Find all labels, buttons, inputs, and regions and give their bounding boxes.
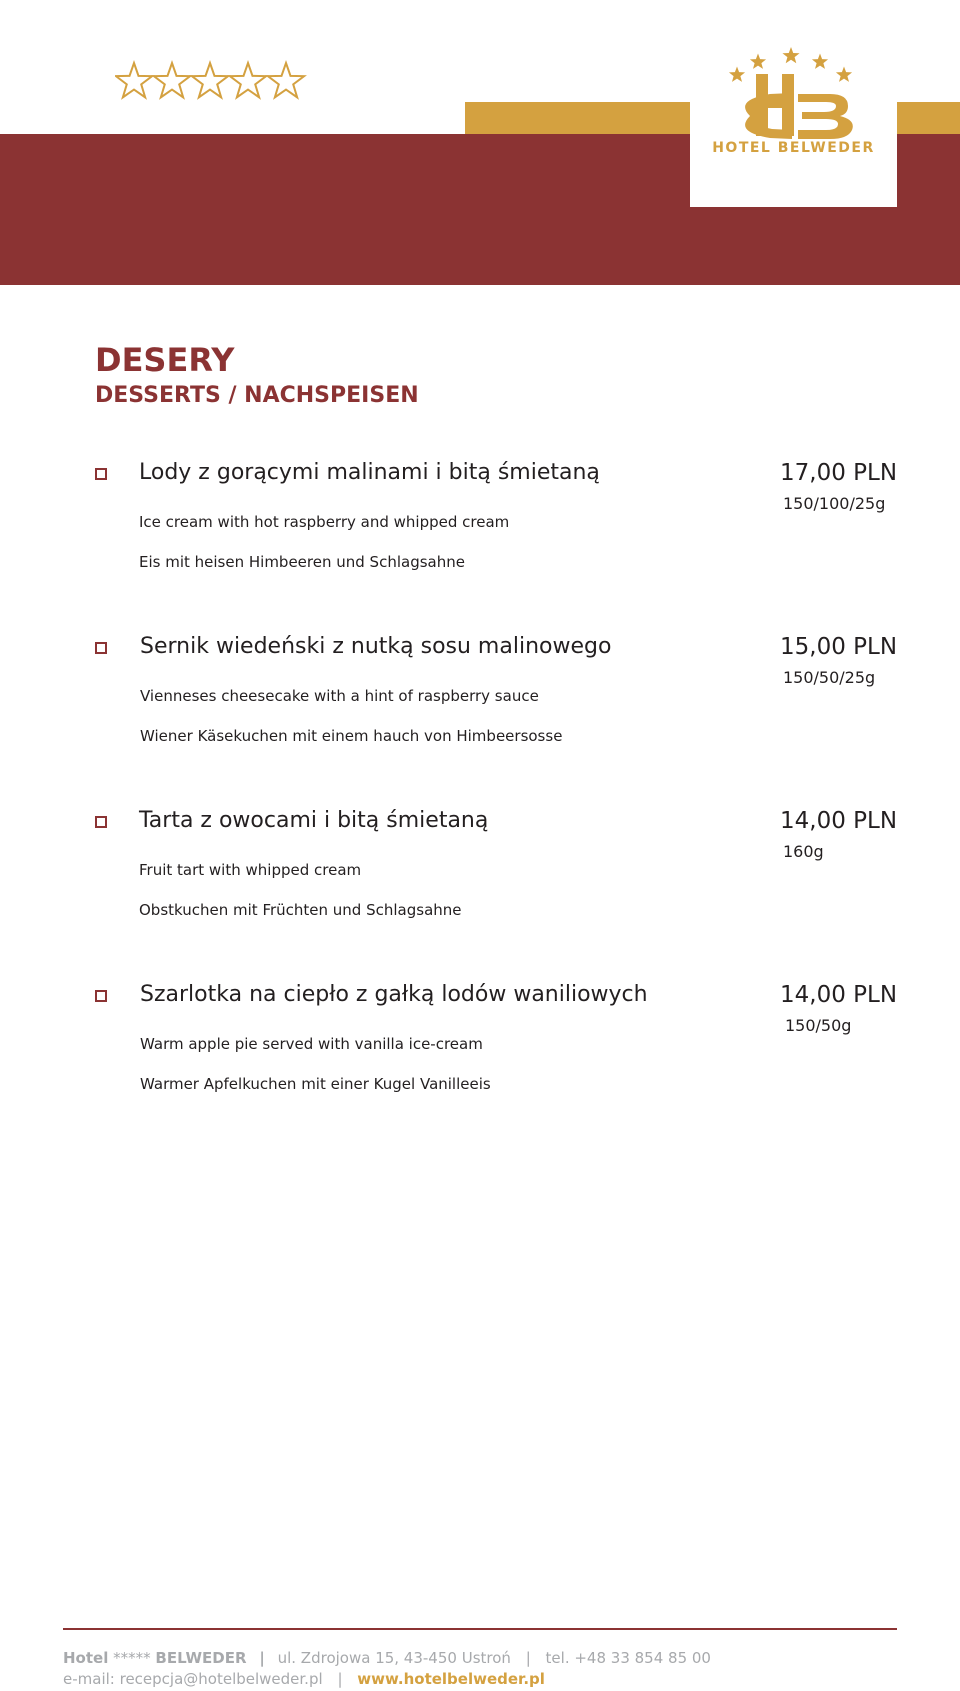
footer-separator: | <box>525 1649 531 1667</box>
checkbox-square-icon <box>95 816 107 828</box>
footer-contact-line <box>63 1648 711 1668</box>
logo-star-icon <box>836 67 852 82</box>
footer-divider <box>63 1628 897 1630</box>
rating-star-icon <box>154 63 190 97</box>
menu-item <box>0 457 960 607</box>
item-weight: 160g <box>783 842 824 861</box>
menu-item <box>0 631 960 781</box>
rating-star-icon <box>192 63 228 97</box>
five-outlined-stars-icon <box>115 58 307 104</box>
item-description-en: Ice cream with hot raspberry and whipped cream <box>139 513 510 531</box>
item-name: Szarlotka na ciepło z gałką lodów waniliowych <box>140 982 648 1007</box>
item-description-de: Wiener Käsekuchen mit einem hauch von Himbeersosse <box>140 727 563 745</box>
checkbox-square-icon <box>95 642 107 654</box>
footer-hotel-name: BELWEDER <box>155 1649 247 1667</box>
rating-star-icon <box>268 63 304 97</box>
rating-star-icon <box>116 63 152 97</box>
item-weight: 150/50/25g <box>783 668 876 687</box>
footer-website-link[interactable]: www.hotelbelweder.pl <box>357 1670 545 1688</box>
footer-separator: | <box>337 1670 343 1688</box>
item-price: 15,00 PLN <box>780 634 898 660</box>
footer-web-line <box>63 1669 545 1689</box>
item-description-de: Eis mit heisen Himbeeren und Schlagsahne <box>139 553 465 571</box>
footer-email: e-mail: recepcja@hotelbelweder.pl <box>63 1670 323 1688</box>
item-price: 14,00 PLN <box>780 982 898 1008</box>
logo-star-icon <box>782 47 799 63</box>
item-weight: 150/50g <box>785 1016 852 1035</box>
footer-separator: | <box>259 1649 265 1667</box>
item-description-en: Warm apple pie served with vanilla ice-cream <box>140 1035 483 1053</box>
checkbox-square-icon <box>95 468 107 480</box>
page-subtitle: DESSERTS / NACHSPEISEN <box>95 383 419 408</box>
item-description-en: Vienneses cheesecake with a hint of raspberry sauce <box>140 687 539 705</box>
item-name: Tarta z owocami i bitą śmietaną <box>139 808 489 833</box>
footer-address: ul. Zdrojowa 15, 43-450 Ustroń <box>277 1649 511 1667</box>
logo-star-icon <box>750 54 766 69</box>
footer-hotel-word: Hotel <box>63 1649 109 1667</box>
logo-star-icon <box>729 67 745 82</box>
rating-star-icon <box>230 63 266 97</box>
item-description-de: Obstkuchen mit Früchten und Schlagsahne <box>139 901 462 919</box>
logo-star-icon <box>812 54 828 69</box>
item-name: Sernik wiedeński z nutką sosu malinowego <box>140 634 612 659</box>
logo-text: HOTEL BELWEDER <box>712 140 875 156</box>
item-description-en: Fruit tart with whipped cream <box>139 861 362 879</box>
footer-stars: ***** <box>113 1649 151 1667</box>
item-weight: 150/100/25g <box>783 494 886 513</box>
item-description-de: Warmer Apfelkuchen mit einer Kugel Vanilleeis <box>140 1075 491 1093</box>
header-gold-bar-right <box>897 102 960 134</box>
checkbox-square-icon <box>95 990 107 1002</box>
hotel-belweder-logo-icon <box>690 38 897 207</box>
footer-phone: tel. +48 33 854 85 00 <box>545 1649 711 1667</box>
item-price: 14,00 PLN <box>780 808 898 834</box>
menu-item <box>0 805 960 955</box>
page-title: DESERY <box>95 341 235 379</box>
hotel-logo <box>690 38 897 207</box>
header-gold-bar-left <box>465 102 690 134</box>
item-price: 17,00 PLN <box>780 460 898 486</box>
item-name: Lody z gorącymi malinami i bitą śmietaną <box>139 460 600 485</box>
menu-item <box>0 979 960 1129</box>
